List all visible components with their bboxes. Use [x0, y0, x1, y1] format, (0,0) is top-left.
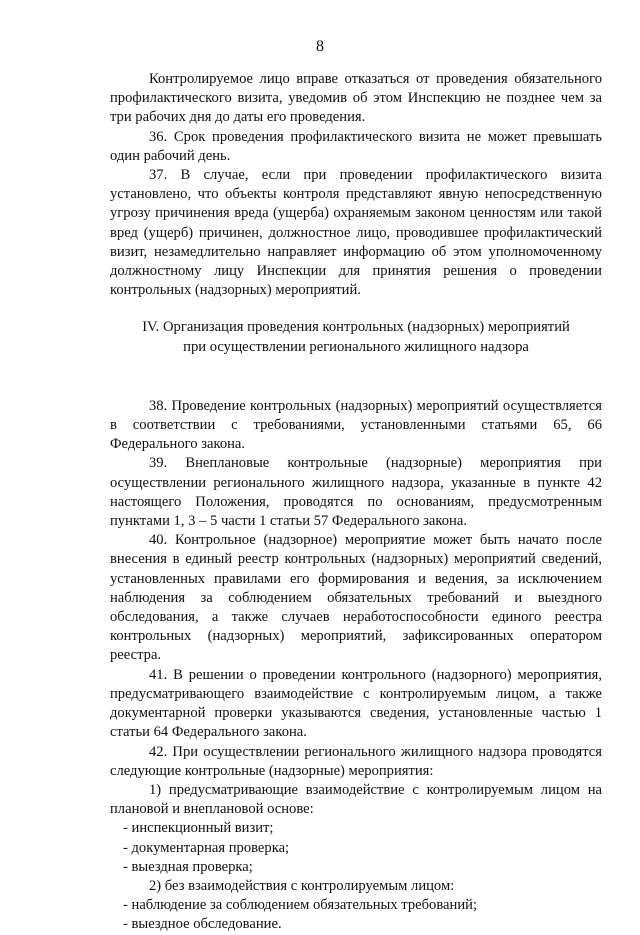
- dash-item-observation: - наблюдение за соблюдением обязательных требований;: [123, 897, 478, 914]
- paragraph-36: 36. Срок проведения профилактического визита не может превышать один рабочий день.: [110, 128, 602, 164]
- dash-item-field-check: - выездная проверка;: [123, 858, 253, 875]
- list-item-1: 1) предусматривающие взаимодействие с контролируемым лицом на плановой и внеплановой основе:: [110, 781, 602, 818]
- page-number: 8: [316, 38, 324, 55]
- paragraph-opt-out: Контролируемое лицо вправе отказаться от проведения обязательного профилактического визита, уведомив об этом Инспекцию не позднее чем за три рабочих дня до даты его проведения.: [110, 71, 602, 126]
- section-heading-line-2: при осуществлении регионального жилищного надзора: [183, 338, 529, 355]
- paragraph-42: 42. При осуществлении регионального жилищного надзора проводятся следующие контрольные (надзорные) мероприятия:: [110, 743, 602, 779]
- list-item-2: 2) без взаимодействия с контролируемым лицом:: [149, 877, 455, 894]
- dash-item-inspection-visit: - инспекционный визит;: [123, 820, 274, 837]
- paragraph-41: 41. В решении о проведении контрольного (надзорного) мероприятия, предусматривающего взаимодействие с контролируемым лицом, а также документарной проверки указываются сведения, установленные частью 1 статьи 64 Федерального закона.: [110, 666, 602, 741]
- paragraph-37: 37. В случае, если при проведении профилактического визита установлено, что объекты контроля представляют явную непосредственную угрозу причинения вреда (ущерба) охраняемым законом ценностям или такой вред (ущерб) причинен, должностное лицо, проводившее профилактический визит, незамедлительно направляет информацию об этом уполномоченному должностному лицу Инспекции для принятия решения о проведении контрольных (надзорных) мероприятий.: [110, 167, 602, 299]
- section-heading-line-1: IV. Организация проведения контрольных (надзорных) мероприятий: [142, 319, 570, 336]
- section-heading: [110, 318, 602, 356]
- paragraph-39: 39. Внеплановые контрольные (надзорные) мероприятия при осуществлении регионального жилищного надзора, указанные в пункте 42 настоящего Положения, проводятся по основаниям, предусмотренным пунктами 1, 3 – 5 части 1 статьи 57 Федерального закона.: [110, 455, 602, 530]
- dash-item-documentary-check: - документарная проверка;: [123, 839, 290, 856]
- document-body: [110, 70, 602, 935]
- dash-item-field-survey: - выездное обследование.: [123, 916, 282, 933]
- paragraph-38: 38. Проведение контрольных (надзорных) мероприятий осуществляется в соответствии с требованиями, установленными статьями 65, 66 Федерального закона.: [110, 397, 602, 453]
- paragraph-40: 40. Контрольное (надзорное) мероприятие может быть начато после внесения в единый реестр контрольных (надзорных) мероприятий сведений, установленных правилами его формирования и ведения, за исключением наблюдения за соблюдением обязательных требований и выездного обследования, а также случаев неработоспособности единого реестра контрольных (надзорных) мероприятий, зафиксированных оператором реестра.: [110, 532, 602, 664]
